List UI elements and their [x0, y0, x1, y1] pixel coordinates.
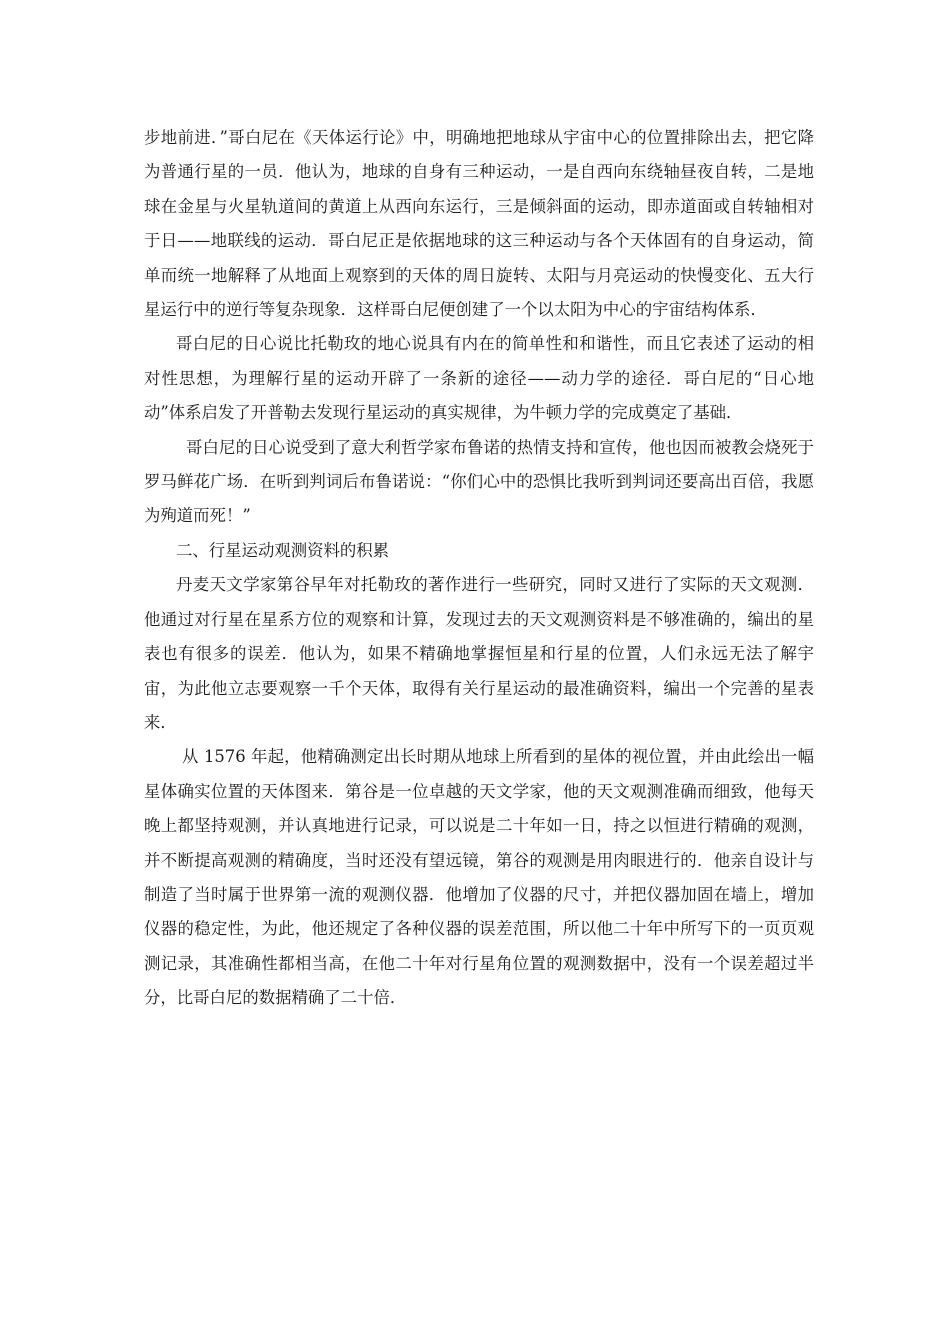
section-heading: 二、行星运动观测资料的积累: [176, 540, 390, 560]
paragraph-tycho-early: 丹麦天文学家第谷早年对托勒玫的著作进行一些研究，同时又进行了实际的天文观测．他通过对行星在星系方位的观察和计算，发现过去的天文观测资料是不够准确的，编出的星表也有很多的误差．他认为，如果不精确地掌握恒星和行星的位置，人们永远无法了解宇宙，为此他立志要观察一千个天体，取得有关行星运动的最准确资料，编出一个完善的星表来．: [144, 575, 814, 732]
paragraph-heliocentric-theory: 哥白尼的日心说比托勒玫的地心说具有内在的简单性和和谐性，而且它表述了运动的相对性思想，为理解行星的运动开辟了一条新的途径——动力学的途径．哥白尼的“日心地动”体系启发了开普勒去发现行星运动的真实规律，为牛顿力学的完成奠定了基础．: [144, 334, 814, 423]
paragraph-copernicus-motions: 步地前进．”哥白尼在《天体运行论》中，明确地把地球从宇宙中心的位置排除出去，把它降为普通行星的一员．他认为，地球的自身有三种运动，一是自西向东绕轴昼夜自转，二是地球在金星与火星轨道间的黄道上从西向东运行，三是倾斜面的运动，即赤道面或自转轴相对于日——地联线的运动．哥白尼正是依据地球的这三种运动与各个天体固有的自身运动，简单而统一地解释了从地面上观察到的天体的周日旋转、太阳与月亮运动的快慢变化、五大行星运行中的逆行等复杂现象．这样哥白尼便创建了一个以太阳为中心的宇宙结构体系．: [144, 128, 814, 320]
paragraph-tycho-observations: 从 1576 年起，他精确测定出长时期从地球上所看到的星体的视位置，并由此绘出一幅星体确实位置的天体图来．第谷是一位卓越的天文学家，他的天文观测准确而细致，他每天晚上都坚持观测，并认真地进行记录，可以说是二十年如一日，持之以恒进行精确的观测，并不断提高观测的精确度，当时还没有望远镜，第谷的观测是用肉眼进行的．他亲自设计与制造了当时属于世界第一流的观测仪器．他增加了仪器的尺寸，并把仪器加固在墙上，增加仪器的稳定性，为此，他还规定了各种仪器的误差范围，所以他二十年中所写下的一页页观测记录，其准确性都相当高，在他二十年对行星角位置的观测数据中，没有一个误差超过半分，比哥白尼的数据精确了二十倍．: [144, 747, 814, 1008]
paragraph-bruno: 哥白尼的日心说受到了意大利哲学家布鲁诺的热情支持和宣传，他也因而被教会烧死于罗马鲜花广场．在听到判词后布鲁诺说：“你们心中的恐惧比我听到判词还要高出百倍，我愿为殉道而死！”: [144, 437, 814, 526]
document-body: [144, 121, 814, 1016]
